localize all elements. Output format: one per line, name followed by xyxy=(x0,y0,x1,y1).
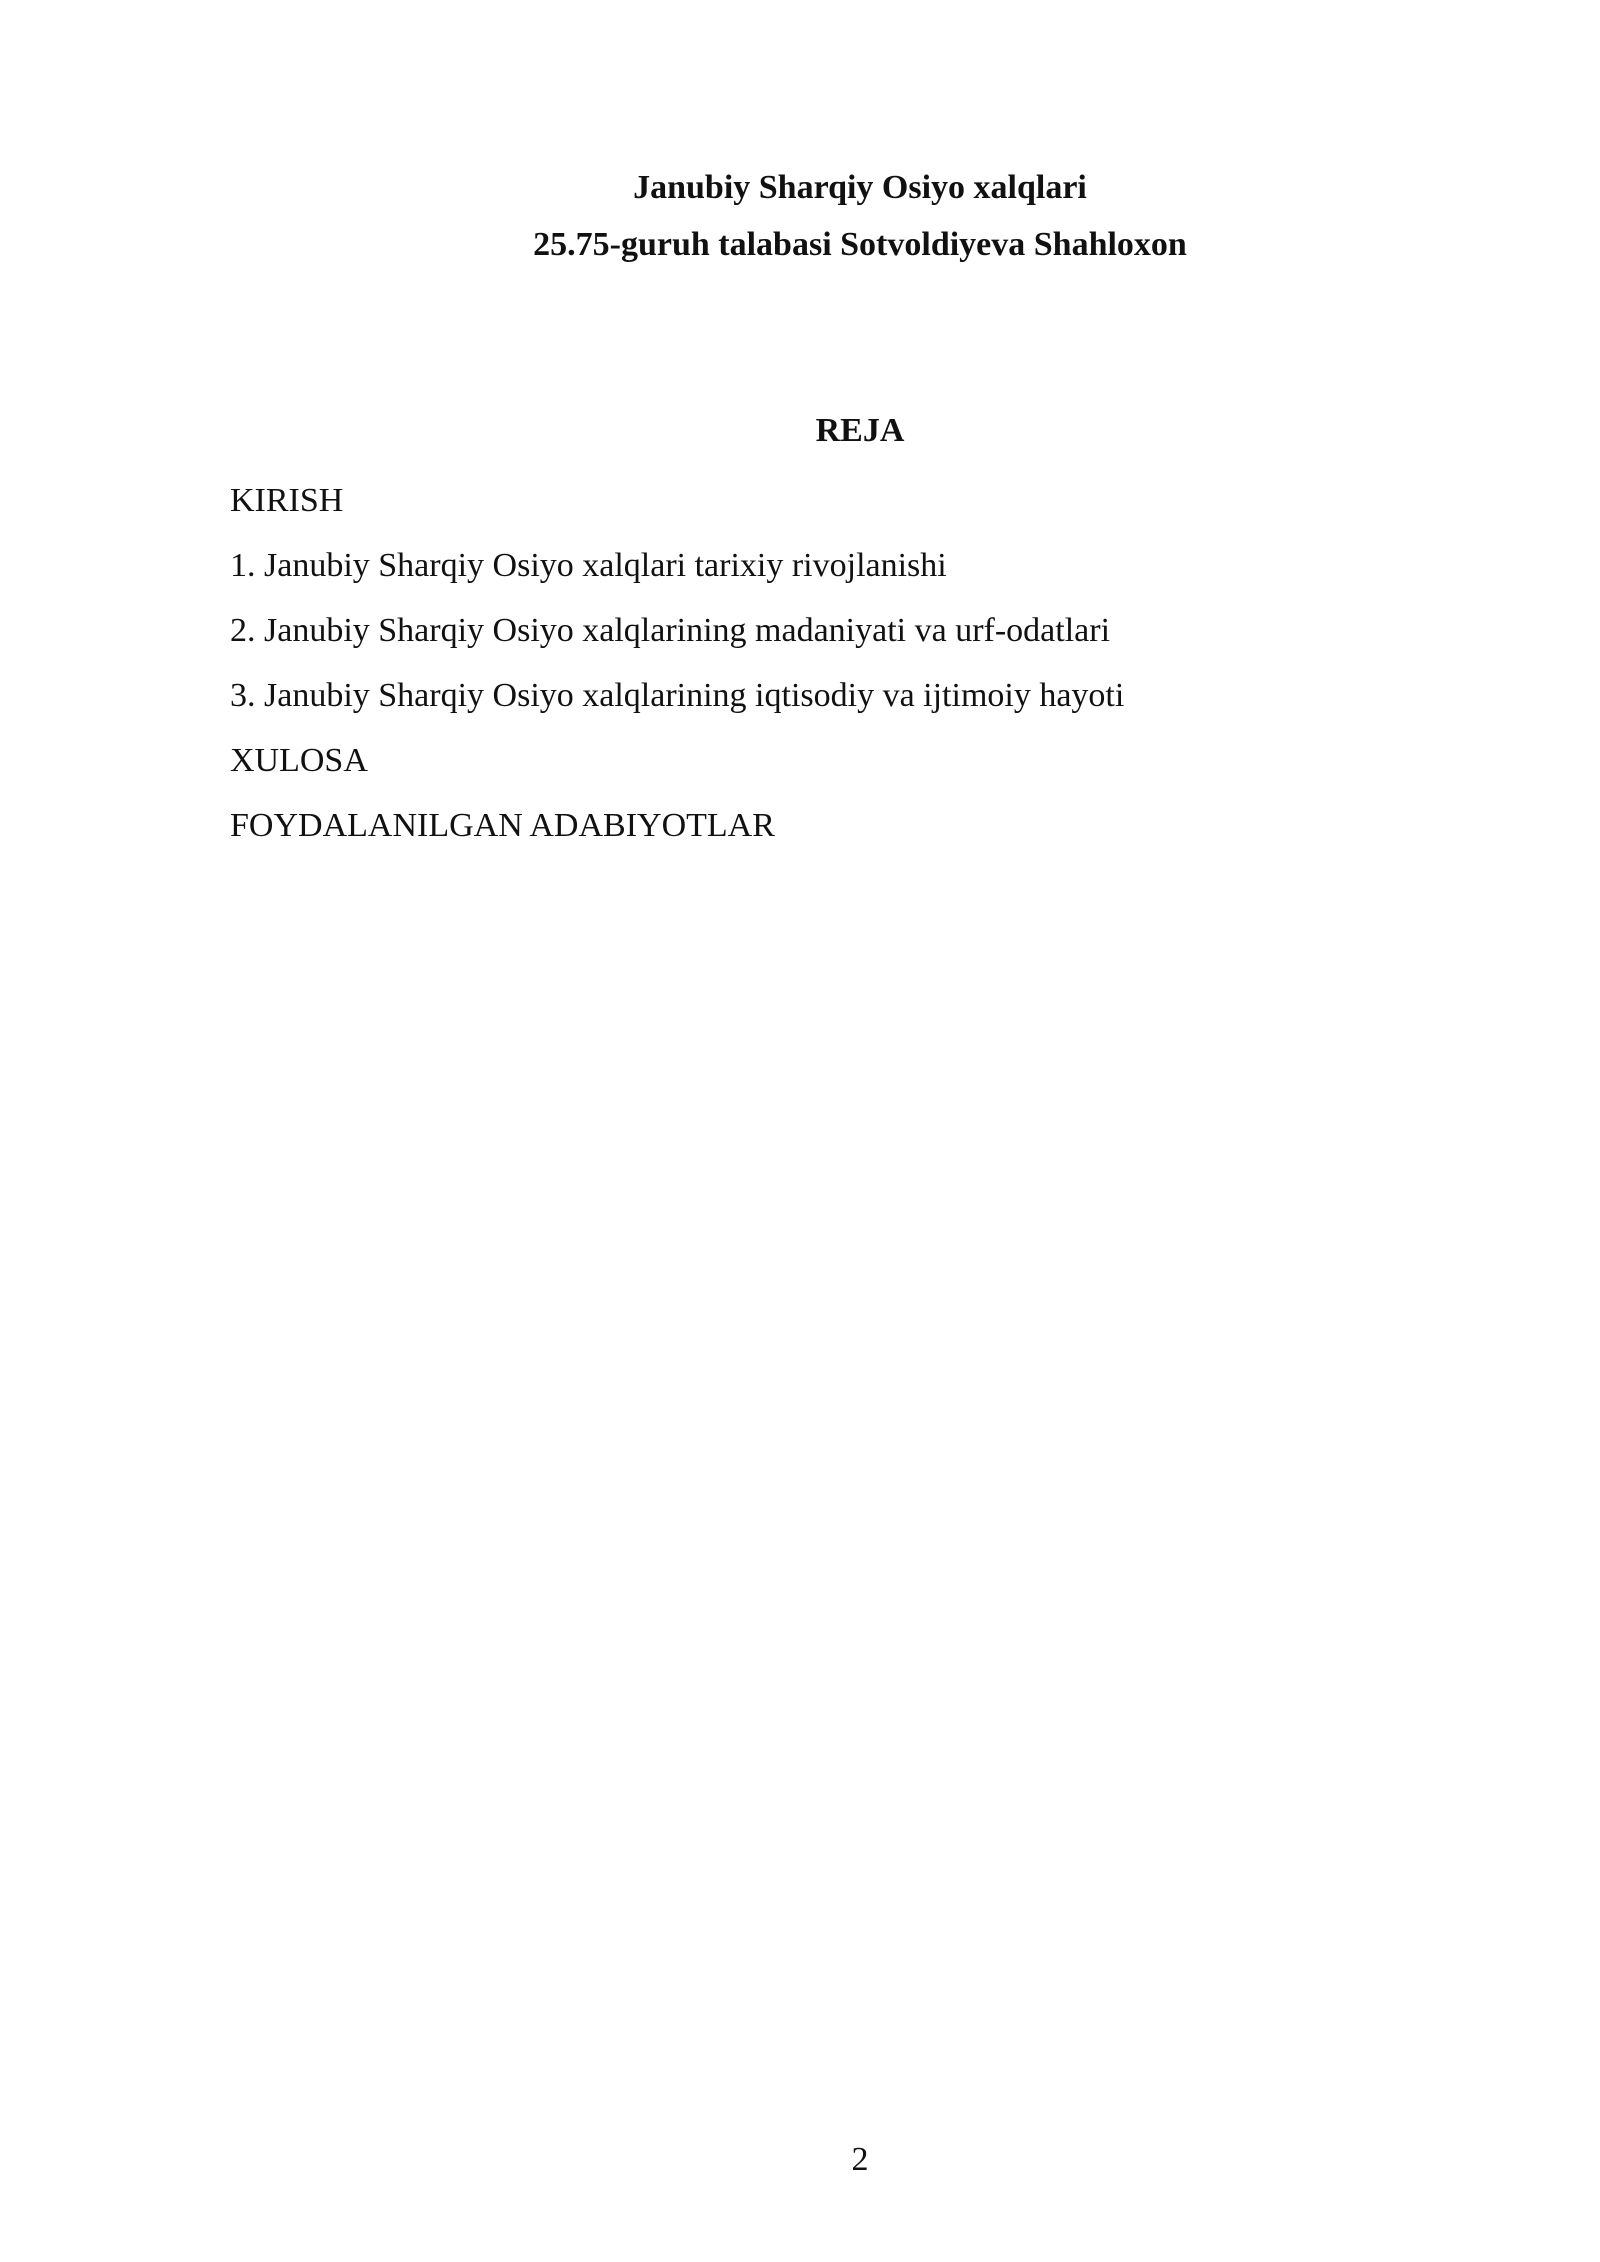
plan-heading: REJA xyxy=(815,412,905,449)
plan-item-1: 1. Janubiy Sharqiy Osiyo xalqlari tarixiy rivojlanishi xyxy=(230,547,947,584)
plan-item-3: 3. Janubiy Sharqiy Osiyo xalqlarining iqtisodiy va ijtimoiy hayoti xyxy=(230,677,1125,714)
plan-item-intro: KIRISH xyxy=(230,482,344,519)
document-subtitle-author: 25.75-guruh talabasi Sotvoldiyeva Shahloxon xyxy=(533,226,1187,263)
plan-item-2: 2. Janubiy Sharqiy Osiyo xalqlarining madaniyati va urf-odatlari xyxy=(230,612,1111,649)
plan-item-references: FOYDALANILGAN ADABIYOTLAR xyxy=(230,807,775,844)
page-number: 2 xyxy=(851,2141,869,2178)
plan-list xyxy=(230,481,1124,871)
plan-item-conclusion: XULOSA xyxy=(230,742,368,779)
document-title: Janubiy Sharqiy Osiyo xalqlari xyxy=(633,169,1087,206)
